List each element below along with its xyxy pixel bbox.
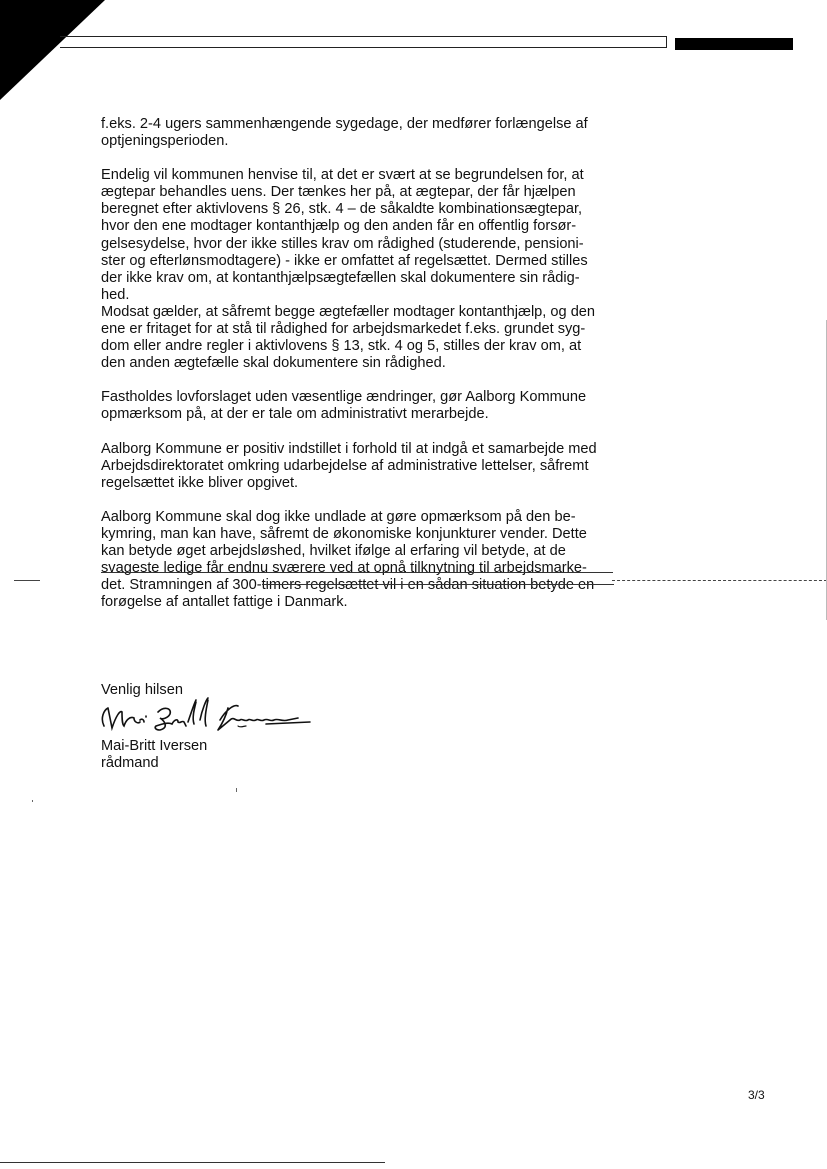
scan-speck: [236, 788, 237, 792]
fax-corner-mark: [0, 0, 105, 100]
scan-artifact-overline: [101, 572, 613, 573]
paragraph-economic-concern: Aalborg Kommune skal dog ikke undlade at gøre opmærksom på den be- kymring, man kan have, såfremt de økonomiske konjunkturer vender. Dette kan betyde øget arbejdsløshed, hvilket ifølge al erfaring vil betyde, at de svageste ledige får endnu sværere ved at opnå tilknytning til arbejdsmarke- det. Stramningen af 300-timers regelsættet vil i en sådan situation betyde en forøgelse af antallet fattige i Danmark.: [101, 508, 595, 611]
scan-artifact-right: [612, 580, 827, 581]
fax-header-bar: [675, 38, 793, 50]
fax-header-frame: [60, 36, 667, 48]
closing-greeting: Venlig hilsen: [101, 682, 183, 698]
paragraph-continuation: f.eks. 2-4 ugers sammenhængende sygedage, der medfører forlængelse af optjeningsperioden.: [101, 116, 588, 150]
page-number: 3/3: [748, 1088, 765, 1102]
signer-block: [101, 738, 207, 772]
paragraph-contrary: Modsat gælder, at såfremt begge ægtefæller modtager kontanthjælp, og den ene er fritaget for at stå til rådighed for arbejdsmarkedet f.eks. grundet syg- dom eller andre regler i aktivlovens § 13, stk. 4 og 5, stilles der krav om, at den anden ægtefælle skal dokumentere sin rådighed.: [101, 303, 596, 372]
signer-title: rådmand: [101, 755, 159, 772]
signer-name: Mai-Britt Iversen: [101, 738, 208, 754]
scan-artifact-strike: [262, 584, 614, 585]
scan-speck: [32, 800, 33, 802]
scan-artifact-left: [14, 580, 40, 581]
paragraph-spouses: Endelig vil kommunen henvise til, at det er svært at se begrundelsen for, at ægtepar behandles uens. Der tænkes her på, at ægtepar, der får hjælpen beregnet efter aktivlovens § 26, stk. 4 – de såkaldte kombinationsægtepar, hvor den ene modtager kontanthjælp og den anden får en offentlig forsør- gelsesydelse, hvor der ikke stilles krav om rådighed (studerende, pensioni- ster og efterlønsmodtagere) - ikke er omfattet af regelsættet. Dermed stilles der ikke krav om, at kontanthjælpsægtefællen skal dokumentere sin rådig- hed.: [101, 167, 588, 303]
bottom-rule: [0, 1162, 385, 1163]
letter-body: [101, 116, 631, 628]
signature: [98, 696, 328, 740]
paragraph-cooperation: Aalborg Kommune er positiv indstillet i forhold til at indgå et samarbejde med Arbejdsdirektoratet omkring udarbejdelse af administrative lettelser, såfremt regelsættet ikke bliver opgivet.: [101, 440, 597, 491]
paragraph-administrative-work: Fastholdes lovforslaget uden væsentlige ændringer, gør Aalborg Kommune opmærksom på, at der er tale om administrativt merarbejde.: [101, 389, 587, 423]
